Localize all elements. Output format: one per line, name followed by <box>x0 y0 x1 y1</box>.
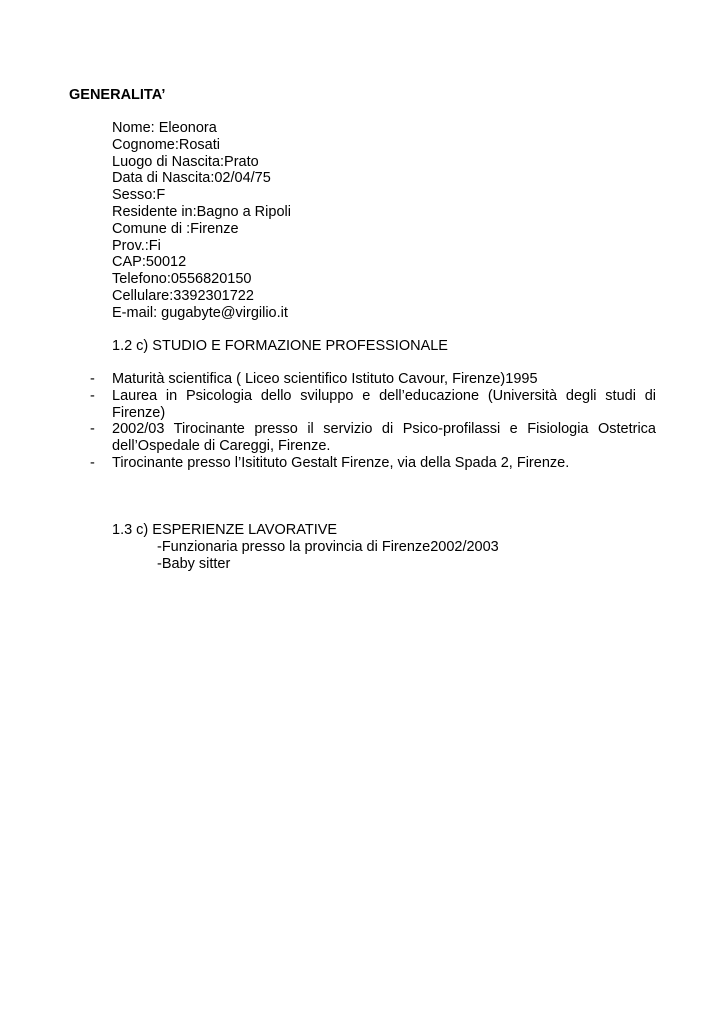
personal-data-cap: CAP:50012 <box>112 254 187 271</box>
personal-data-nome: Nome: Eleonora <box>112 120 217 136</box>
list-bullet: - <box>90 421 95 438</box>
education-item <box>90 371 656 388</box>
personal-data-comune: Comune di :Firenze <box>112 220 239 237</box>
personal-data-sesso: Sesso:F <box>112 187 166 204</box>
personal-data-luogo-nascita: Luogo di Nascita:Prato <box>112 153 259 170</box>
personal-data-telefono: Telefono:0556820150 <box>112 271 252 288</box>
work-experience-item: -Funzionaria presso la provincia di Firenze2002/2003 <box>157 539 499 555</box>
education-item-text: Tirocinante presso l’Isitituto Gestalt Firenze, via della Spada 2, Firenze. <box>112 454 570 471</box>
work-experience-item: -Baby sitter <box>157 555 231 572</box>
personal-data-list <box>112 120 291 322</box>
section-heading-esperienze: 1.3 c) ESPERIENZE LAVORATIVE <box>112 522 338 538</box>
personal-data-residenza: Residente in:Bagno a Ripoli <box>112 203 291 220</box>
education-item-text: Maturità scientifica ( Liceo scientifico Istituto Cavour, Firenze)1995 <box>112 371 538 387</box>
education-item <box>90 388 656 422</box>
personal-data-email: E-mail: gugabyte@virgilio.it <box>112 304 288 321</box>
education-item <box>90 421 656 455</box>
personal-data-data-nascita: Data di Nascita:02/04/75 <box>112 170 271 187</box>
education-item-text: 2002/03 Tirocinante presso il servizio di Psico-profilassi e Fisiologia Ostetrica dell’Ospedale di Careggi, Firenze. <box>112 421 656 455</box>
list-bullet: - <box>90 454 95 471</box>
section-heading-generalita: GENERALITA’ <box>69 87 166 103</box>
education-item <box>90 455 656 472</box>
personal-data-cellulare: Cellulare:3392301722 <box>112 287 254 304</box>
education-list <box>90 371 656 472</box>
section-heading-studio: 1.2 c) STUDIO E FORMAZIONE PROFESSIONALE <box>112 338 448 354</box>
education-item-text: Laurea in Psicologia dello sviluppo e dell’educazione (Università degli studi di Firenze) <box>112 387 656 421</box>
list-bullet: - <box>90 371 95 387</box>
personal-data-cognome: Cognome:Rosati <box>112 136 220 153</box>
work-experience-list <box>157 539 499 573</box>
list-bullet: - <box>90 387 95 404</box>
personal-data-provincia: Prov.:Fi <box>112 237 161 254</box>
